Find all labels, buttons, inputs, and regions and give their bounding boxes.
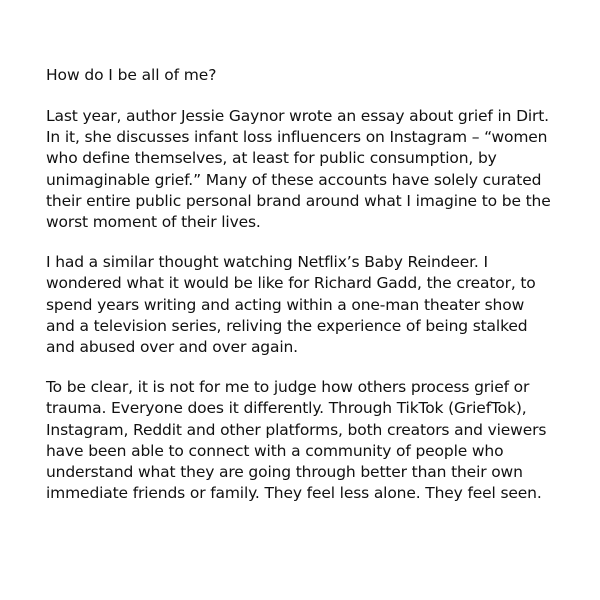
paragraph-baby-reindeer: I had a similar thought watching Netflix’s Baby Reindeer. I wondered what it would be like for Richard Gadd, the creator, to spend years writing and acting within a one-man theater show and a television series, reliving the experience of being stalked and abused over and over again. (46, 253, 536, 357)
paragraph-processing-grief: To be clear, it is not for me to judge how others process grief or trauma. Everyone does it differently. Through TikTok (GriefTok), Instagram, Reddit and other platforms, both creators and viewers have been able to connect with a community of people who understand what they are going through better than their own immediate friends or family. They feel less alone. They feel seen. (46, 378, 547, 503)
page-title: How do I be all of me? (46, 66, 217, 84)
paragraph-grief-influencers: Last year, author Jessie Gaynor wrote an essay about grief in Dirt. In it, she discusses infant loss influencers on Instagram – “women who define themselves, at least for public consumption, by unimaginable grief.” Many of these accounts have solely curated their entire public personal brand around what I imagine to be the worst moment of their lives. (46, 107, 551, 232)
